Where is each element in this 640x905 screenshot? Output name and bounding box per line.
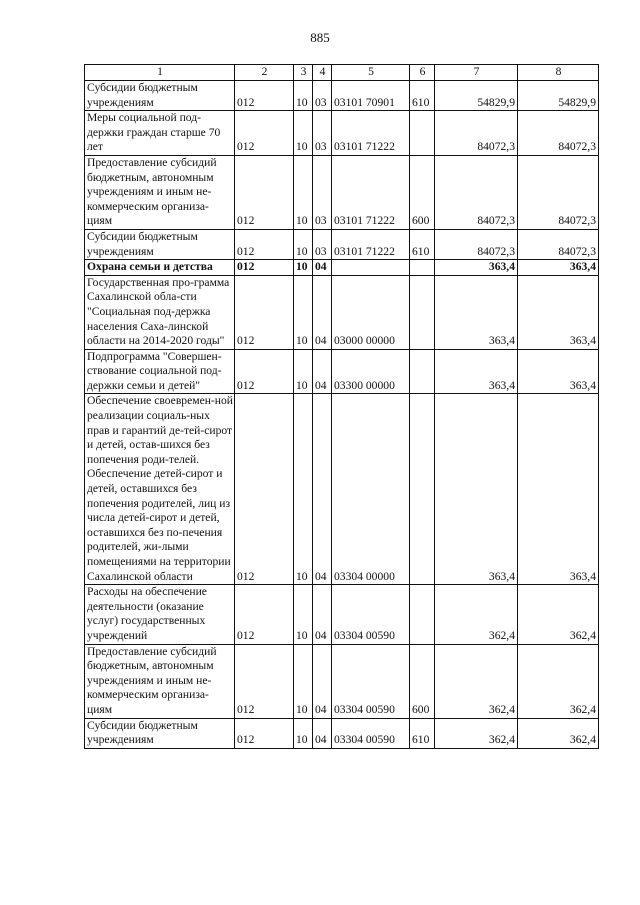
cell-expense-type: 610 [410,81,435,111]
cell-ministry-code: 012 [235,155,294,229]
cell-amount-7: 363,4 [435,275,518,349]
cell-subsection: 03 [313,229,332,259]
cell-subsection: 03 [313,111,332,156]
table-row [85,718,599,748]
cell-amount-8: 54829,9 [518,81,599,111]
cell-section: 10 [294,275,313,349]
cell-target-code: 03101 71222 [332,155,410,229]
cell-name: Подпрограмма "Совершен-ствование социальной под-держки семьи и детей" [85,349,235,394]
cell-expense-type: 610 [410,718,435,748]
cell-amount-8: 362,4 [518,585,599,644]
cell-subsection: 04 [313,349,332,394]
cell-amount-8: 84072,3 [518,229,599,259]
cell-subsection: 04 [313,644,332,718]
cell-amount-8: 84072,3 [518,111,599,156]
cell-section: 10 [294,155,313,229]
cell-amount-8: 363,4 [518,394,599,585]
cell-section: 10 [294,260,313,276]
table-row [85,394,599,585]
cell-ministry-code: 012 [235,275,294,349]
table-row [85,155,599,229]
cell-expense-type [410,275,435,349]
cell-subsection: 04 [313,585,332,644]
cell-ministry-code: 012 [235,644,294,718]
table-row [85,349,599,394]
cell-subsection: 04 [313,275,332,349]
table-row [85,111,599,156]
cell-ministry-code: 012 [235,111,294,156]
table-row [85,81,599,111]
cell-name: Предоставление субсидий бюджетным, автономным учреждениям и иным не-коммерческим организа-циям [85,644,235,718]
cell-amount-7: 362,4 [435,644,518,718]
header-row [85,65,599,81]
header-cell-4: 4 [313,65,332,81]
cell-subsection: 04 [313,260,332,276]
header-cell-7: 7 [435,65,518,81]
cell-section: 10 [294,585,313,644]
cell-amount-8: 363,4 [518,275,599,349]
cell-target-code: 03000 00000 [332,275,410,349]
cell-target-code: 03304 00590 [332,585,410,644]
cell-expense-type [410,349,435,394]
cell-ministry-code: 012 [235,260,294,276]
cell-section: 10 [294,394,313,585]
cell-section: 10 [294,81,313,111]
cell-amount-7: 363,4 [435,349,518,394]
cell-ministry-code: 012 [235,229,294,259]
cell-name: Меры социальной под-держки граждан старше 70 лет [85,111,235,156]
cell-subsection: 04 [313,394,332,585]
cell-expense-type: 600 [410,155,435,229]
cell-amount-7: 84072,3 [435,229,518,259]
cell-subsection: 03 [313,155,332,229]
cell-expense-type [410,585,435,644]
header-cell-3: 3 [294,65,313,81]
header-cell-1: 1 [85,65,235,81]
table-row [85,644,599,718]
cell-ministry-code: 012 [235,718,294,748]
cell-target-code: 03304 00590 [332,718,410,748]
cell-target-code: 03304 00590 [332,644,410,718]
page-number: 885 [310,30,330,45]
cell-expense-type: 600 [410,644,435,718]
cell-amount-8: 362,4 [518,644,599,718]
cell-amount-7: 54829,9 [435,81,518,111]
cell-section: 10 [294,644,313,718]
header-cell-8: 8 [518,65,599,81]
cell-name: Охрана семьи и детства [85,260,235,276]
cell-amount-8: 84072,3 [518,155,599,229]
cell-target-code: 03101 71222 [332,111,410,156]
cell-name: Расходы на обеспечение деятельности (оказание услуг) государственных учреждений [85,585,235,644]
table-row [85,275,599,349]
cell-ministry-code: 012 [235,394,294,585]
budget-table [84,64,599,749]
cell-amount-8: 362,4 [518,718,599,748]
cell-expense-type [410,111,435,156]
cell-section: 10 [294,111,313,156]
cell-section: 10 [294,718,313,748]
cell-name: Обеспечение своевремен-ной реализации социаль-ных прав и гарантий де-тей-сирот и детей, остав-шихся без попечения роди-телей. Обеспечение детей-сирот и детей, оставшихся без попечения родителей, лиц из числа детей-сирот и детей, оставшихся без по-печения родителей, жи-лыми помещениями на территории Сахалинской области [85,394,235,585]
cell-amount-7: 362,4 [435,718,518,748]
table-body [85,65,599,749]
header-cell-5: 5 [332,65,410,81]
cell-amount-7: 84072,3 [435,155,518,229]
cell-amount-7: 84072,3 [435,111,518,156]
cell-subsection: 03 [313,81,332,111]
cell-expense-type [410,260,435,276]
cell-target-code: 03300 00000 [332,349,410,394]
cell-amount-8: 363,4 [518,260,599,276]
cell-amount-7: 363,4 [435,394,518,585]
cell-ministry-code: 012 [235,585,294,644]
cell-expense-type [410,394,435,585]
table-row [85,229,599,259]
header-cell-6: 6 [410,65,435,81]
cell-name: Предоставление субсидий бюджетным, автономным учреждениям и иным не-коммерческим организа-циям [85,155,235,229]
cell-amount-7: 362,4 [435,585,518,644]
cell-amount-8: 363,4 [518,349,599,394]
cell-target-code: 03304 00000 [332,394,410,585]
cell-name: Государственная про-грамма Сахалинской обла-сти "Социальная под-держка населения Саха-линской области на 2014-2020 годы" [85,275,235,349]
cell-expense-type: 610 [410,229,435,259]
cell-target-code [332,260,410,276]
cell-section: 10 [294,229,313,259]
cell-name: Субсидии бюджетным учреждениям [85,229,235,259]
table-row [85,585,599,644]
cell-subsection: 04 [313,718,332,748]
cell-ministry-code: 012 [235,349,294,394]
cell-amount-7: 363,4 [435,260,518,276]
table-row [85,260,599,276]
cell-target-code: 03101 70901 [332,81,410,111]
cell-target-code: 03101 71222 [332,229,410,259]
cell-name: Субсидии бюджетным учреждениям [85,81,235,111]
header-cell-2: 2 [235,65,294,81]
cell-name: Субсидии бюджетным учреждениям [85,718,235,748]
cell-section: 10 [294,349,313,394]
cell-ministry-code: 012 [235,81,294,111]
